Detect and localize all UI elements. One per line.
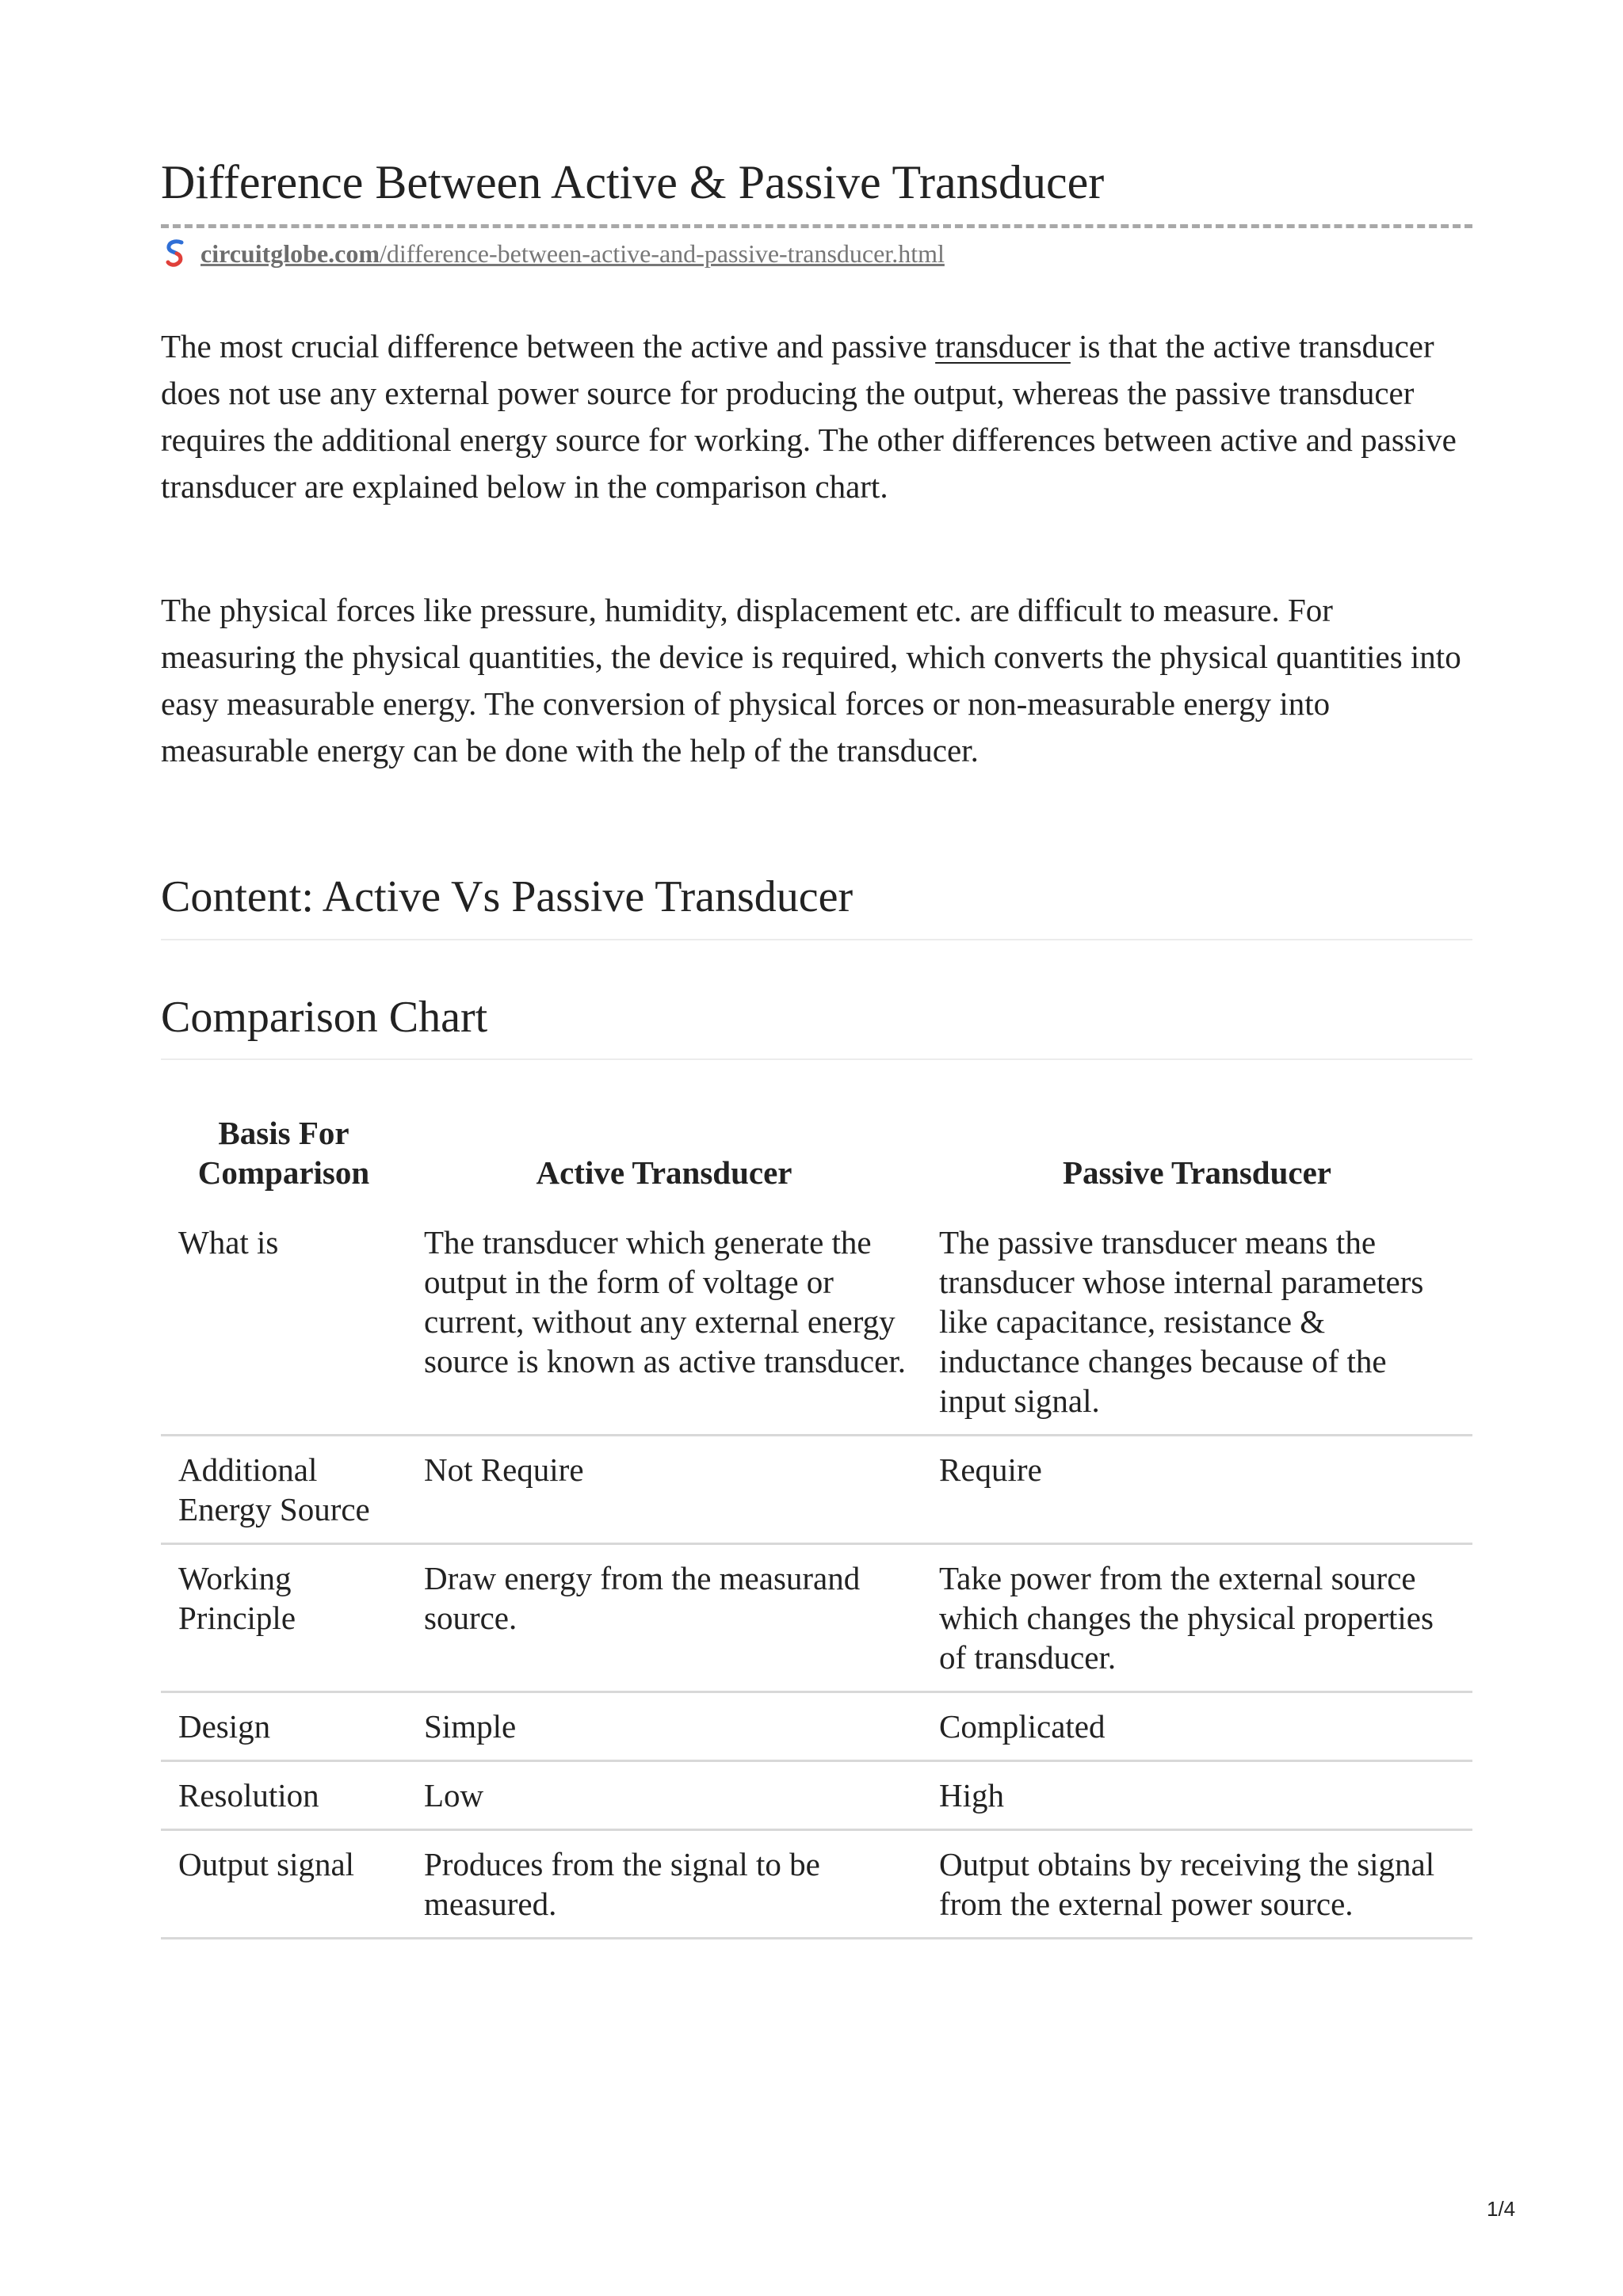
comparison-heading-divider	[161, 1058, 1472, 1060]
row-passive: Take power from the external source which changes the physical properties of transducer.	[922, 1544, 1472, 1692]
intro-paragraph	[161, 323, 1472, 510]
intro-text-start: The most crucial difference between the active and passive	[161, 328, 936, 364]
source-domain: circuitglobe.com	[200, 238, 380, 268]
table-row	[161, 1692, 1472, 1761]
row-basis: Additional Energy Source	[161, 1436, 407, 1544]
transducer-link[interactable]: transducer	[935, 328, 1071, 364]
row-passive: Require	[922, 1436, 1472, 1544]
table-row	[161, 1761, 1472, 1830]
row-basis: Design	[161, 1692, 407, 1761]
intro-text-end: is that the active transducer does not use any external power source for producing the output, whereas the passive transducer requires the additional energy source for working. The other differences between active and passive transducer are explained below in the comparison chart.	[161, 328, 1457, 505]
physical-forces-paragraph: The physical forces like pressure, humidity, displacement etc. are difficult to measure. For measuring the physical quantities, the device is required, which converts the physical quantities into easy measurable energy. The conversion of physical forces or non-measurable energy into measurable energy can be done with the help of the transducer.	[161, 592, 1461, 769]
site-logo-icon	[164, 239, 186, 268]
title-dashed-divider	[161, 224, 1472, 228]
table-row	[161, 1544, 1472, 1692]
content-heading-divider	[161, 939, 1472, 940]
row-active: Produces from the signal to be measured.	[407, 1830, 922, 1939]
header-basis: Basis For Comparison	[197, 1115, 370, 1191]
table-row	[161, 1436, 1472, 1544]
comparison-chart-heading: Comparison Chart	[161, 993, 488, 1042]
row-active: Draw energy from the measurand source.	[407, 1544, 922, 1692]
page-title: Difference Between Active & Passive Transducer	[161, 156, 1105, 208]
header-passive: Passive Transducer	[1062, 1154, 1331, 1191]
row-basis: What is	[161, 1216, 407, 1436]
source-path: /difference-between-active-and-passive-transducer.html	[380, 238, 945, 268]
row-passive: Complicated	[922, 1692, 1472, 1761]
page-number: 1/4	[1487, 2197, 1516, 2221]
row-passive: High	[922, 1761, 1472, 1830]
row-basis: Resolution	[161, 1761, 407, 1830]
table-row	[161, 1216, 1472, 1436]
row-active: Low	[407, 1761, 922, 1830]
row-basis: Output signal	[161, 1830, 407, 1939]
table-row	[161, 1830, 1472, 1939]
row-passive: The passive transducer means the transducer whose internal parameters like capacitance, resistance & inductance changes because of the input signal.	[922, 1216, 1472, 1436]
table-header-row	[161, 1105, 1472, 1216]
comparison-table	[161, 1105, 1472, 1939]
content-heading: Content: Active Vs Passive Transducer	[161, 872, 854, 921]
source-url-link[interactable]	[200, 239, 945, 269]
header-active: Active Transducer	[536, 1154, 792, 1191]
source-line	[164, 236, 945, 271]
row-passive: Output obtains by receiving the signal from the external power source.	[922, 1830, 1472, 1939]
row-active: The transducer which generate the output in the form of voltage or current, without any external energy source is known as active transducer.	[407, 1216, 922, 1436]
row-active: Not Require	[407, 1436, 922, 1544]
row-active: Simple	[407, 1692, 922, 1761]
row-basis: Working Principle	[161, 1544, 407, 1692]
